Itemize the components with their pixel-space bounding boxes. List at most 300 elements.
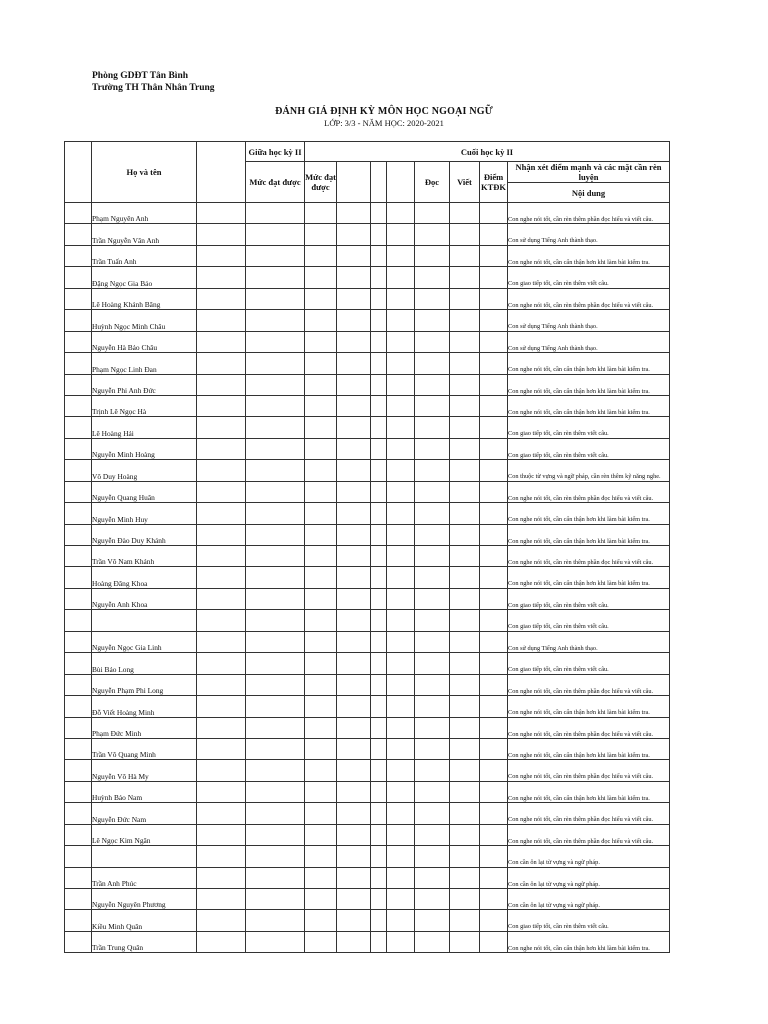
score-cell bbox=[371, 331, 387, 352]
index-cell bbox=[65, 803, 92, 824]
score-cell bbox=[387, 524, 415, 545]
score-cell bbox=[197, 374, 246, 395]
table-row bbox=[65, 460, 670, 481]
score-cell bbox=[480, 503, 508, 524]
score-cell bbox=[450, 503, 480, 524]
student-name: Trần Tuấn Anh bbox=[92, 245, 197, 266]
table-row bbox=[65, 696, 670, 717]
index-cell bbox=[65, 696, 92, 717]
score-cell bbox=[305, 931, 337, 952]
table-row bbox=[65, 674, 670, 695]
score-cell bbox=[197, 203, 246, 224]
score-cell bbox=[197, 588, 246, 609]
score-cell bbox=[337, 631, 371, 652]
score-cell bbox=[246, 567, 305, 588]
score-cell bbox=[246, 696, 305, 717]
score-cell bbox=[246, 524, 305, 545]
score-cell bbox=[337, 653, 371, 674]
student-name: Bùi Bảo Long bbox=[92, 653, 197, 674]
score-cell bbox=[480, 567, 508, 588]
score-cell bbox=[337, 288, 371, 309]
score-cell bbox=[415, 417, 450, 438]
score-cell bbox=[480, 438, 508, 459]
score-cell bbox=[387, 331, 415, 352]
score-cell bbox=[387, 760, 415, 781]
table-row bbox=[65, 824, 670, 845]
index-cell bbox=[65, 760, 92, 781]
index-cell bbox=[65, 460, 92, 481]
score-cell bbox=[450, 588, 480, 609]
score-cell bbox=[480, 203, 508, 224]
score-cell bbox=[337, 546, 371, 567]
comment-cell: Con nghe nói tốt, cần cẩn thận hơn khi làm bài kiểm tra. bbox=[508, 567, 670, 588]
student-name: Nguyễn Phạm Phi Long bbox=[92, 674, 197, 695]
score-cell bbox=[197, 567, 246, 588]
score-cell bbox=[197, 546, 246, 567]
table-row bbox=[65, 846, 670, 867]
school-name: Trường TH Thân Nhân Trung bbox=[92, 83, 215, 93]
score-cell bbox=[387, 846, 415, 867]
score-cell bbox=[480, 803, 508, 824]
score-cell bbox=[371, 417, 387, 438]
score-cell bbox=[387, 546, 415, 567]
page-subtitle: LỚP: 3/3 - NĂM HỌC: 2020-2021 bbox=[324, 118, 444, 128]
index-cell bbox=[65, 331, 92, 352]
score-cell bbox=[305, 288, 337, 309]
score-cell bbox=[387, 267, 415, 288]
score-cell bbox=[246, 910, 305, 931]
score-cell bbox=[415, 931, 450, 952]
score-cell bbox=[450, 910, 480, 931]
score-cell bbox=[450, 481, 480, 502]
table-row bbox=[65, 867, 670, 888]
score-cell bbox=[415, 717, 450, 738]
score-cell bbox=[337, 481, 371, 502]
score-cell bbox=[337, 846, 371, 867]
student-name: Trần Võ Quang Minh bbox=[92, 738, 197, 759]
score-cell bbox=[387, 803, 415, 824]
score-cell bbox=[480, 267, 508, 288]
index-cell bbox=[65, 224, 92, 245]
comment-cell: Con nghe nói tốt, cần cẩn thận hơn khi làm bài kiểm tra. bbox=[508, 353, 670, 374]
score-cell bbox=[246, 889, 305, 910]
writing-header: Viết bbox=[450, 162, 480, 203]
comment-cell: Con nghe nói tốt, cần rèn thêm phần đọc hiểu và viết câu. bbox=[508, 760, 670, 781]
final-header: Cuối học kỳ II bbox=[305, 142, 670, 162]
table-row bbox=[65, 781, 670, 802]
score-cell bbox=[337, 438, 371, 459]
score-cell bbox=[480, 481, 508, 502]
student-name: Phạm Đức Minh bbox=[92, 717, 197, 738]
table-row bbox=[65, 610, 670, 631]
comment-cell: Con giao tiếp tốt, cần rèn thêm viết câu. bbox=[508, 267, 670, 288]
comment-cell: Con giao tiếp tốt, cần rèn thêm viết câu. bbox=[508, 910, 670, 931]
score-cell bbox=[480, 546, 508, 567]
score-cell bbox=[197, 824, 246, 845]
score-cell bbox=[246, 867, 305, 888]
student-name: Đỗ Viết Hoàng Minh bbox=[92, 696, 197, 717]
score-cell bbox=[371, 395, 387, 416]
comment-cell: Con cần ôn lại từ vựng và ngữ pháp. bbox=[508, 846, 670, 867]
score-cell bbox=[415, 846, 450, 867]
student-name: Nguyễn Ngọc Gia Linh bbox=[92, 631, 197, 652]
student-name: Kiều Minh Quân bbox=[92, 910, 197, 931]
score-cell bbox=[337, 203, 371, 224]
score-cell bbox=[387, 867, 415, 888]
score-cell bbox=[337, 395, 371, 416]
score-cell bbox=[450, 374, 480, 395]
index-cell bbox=[65, 567, 92, 588]
score-cell bbox=[480, 781, 508, 802]
score-cell bbox=[415, 460, 450, 481]
score-cell bbox=[246, 353, 305, 374]
score-cell bbox=[305, 631, 337, 652]
comment-cell: Con nghe nói tốt, cần cẩn thận hơn khi làm bài kiểm tra. bbox=[508, 696, 670, 717]
score-cell bbox=[415, 674, 450, 695]
score-cell bbox=[450, 781, 480, 802]
score-cell bbox=[371, 310, 387, 331]
score-cell bbox=[246, 481, 305, 502]
score-cell bbox=[197, 288, 246, 309]
score-cell bbox=[415, 546, 450, 567]
comment-cell: Con nghe nói tốt, cần rèn thêm phần đọc hiểu và viết câu. bbox=[508, 824, 670, 845]
score-cell bbox=[450, 674, 480, 695]
score-cell bbox=[480, 610, 508, 631]
comment-cell: Con nghe nói tốt, cần cẩn thận hơn khi làm bài kiểm tra. bbox=[508, 931, 670, 952]
score-cell bbox=[305, 481, 337, 502]
student-name: Hoàng Đăng Khoa bbox=[92, 567, 197, 588]
score-cell bbox=[305, 546, 337, 567]
score-cell bbox=[387, 245, 415, 266]
student-name: Phạm Nguyên Anh bbox=[92, 203, 197, 224]
score-cell bbox=[337, 588, 371, 609]
page-title: ĐÁNH GIÁ ĐỊNH KỲ MÔN HỌC NGOẠI NGỮ bbox=[275, 106, 493, 117]
score-cell bbox=[415, 524, 450, 545]
score-cell bbox=[371, 267, 387, 288]
reading-header: Đọc bbox=[415, 162, 450, 203]
score-cell bbox=[480, 588, 508, 609]
score-cell bbox=[387, 931, 415, 952]
score-cell bbox=[371, 717, 387, 738]
score-cell bbox=[371, 889, 387, 910]
score-cell bbox=[480, 696, 508, 717]
score-cell bbox=[197, 867, 246, 888]
score-cell bbox=[480, 760, 508, 781]
student-name: Nguyễn Minh Huy bbox=[92, 503, 197, 524]
score-cell bbox=[415, 203, 450, 224]
score-cell bbox=[480, 631, 508, 652]
score-cell bbox=[305, 910, 337, 931]
score-cell bbox=[337, 781, 371, 802]
score-cell bbox=[337, 738, 371, 759]
index-cell bbox=[65, 889, 92, 910]
score-cell bbox=[246, 588, 305, 609]
score-cell bbox=[387, 610, 415, 631]
score-cell bbox=[197, 631, 246, 652]
student-name: Nguyễn Hà Bảo Châu bbox=[92, 331, 197, 352]
comment-cell: Con sử dụng Tiếng Anh thành thạo. bbox=[508, 331, 670, 352]
score-cell bbox=[450, 846, 480, 867]
table-row bbox=[65, 203, 670, 224]
score-cell bbox=[197, 417, 246, 438]
final-blank-header-1 bbox=[337, 162, 371, 203]
score-cell bbox=[415, 889, 450, 910]
score-cell bbox=[480, 653, 508, 674]
score-cell bbox=[305, 696, 337, 717]
score-cell bbox=[371, 824, 387, 845]
score-cell bbox=[387, 395, 415, 416]
score-cell bbox=[246, 546, 305, 567]
score-cell bbox=[246, 717, 305, 738]
comment-cell: Con nghe nói tốt, cần cẩn thận hơn khi làm bài kiểm tra. bbox=[508, 781, 670, 802]
table-row bbox=[65, 438, 670, 459]
score-cell bbox=[337, 374, 371, 395]
score-cell bbox=[450, 524, 480, 545]
score-cell bbox=[197, 910, 246, 931]
score-cell bbox=[387, 203, 415, 224]
score-cell bbox=[450, 546, 480, 567]
comment-cell: Con nghe nói tốt, cần rèn thêm phần đọc hiểu và viết câu. bbox=[508, 674, 670, 695]
score-cell bbox=[371, 524, 387, 545]
score-cell bbox=[337, 760, 371, 781]
comment-cell: Con nghe nói tốt, cần rèn thêm phần đọc hiểu và viết câu. bbox=[508, 546, 670, 567]
midterm-header: Giữa học kỳ II bbox=[246, 142, 305, 162]
comment-cell: Con nghe nói tốt, cần cẩn thận hơn khi làm bài kiểm tra. bbox=[508, 374, 670, 395]
score-cell bbox=[246, 331, 305, 352]
student-name: Lê Hoàng Khánh Băng bbox=[92, 288, 197, 309]
student-name: Trần Nguyễn Vân Anh bbox=[92, 224, 197, 245]
score-cell bbox=[415, 245, 450, 266]
score-cell bbox=[450, 331, 480, 352]
score-cell bbox=[246, 203, 305, 224]
score-cell bbox=[387, 374, 415, 395]
score-cell bbox=[415, 588, 450, 609]
score-cell bbox=[371, 931, 387, 952]
score-cell bbox=[450, 224, 480, 245]
score-cell bbox=[246, 310, 305, 331]
score-cell bbox=[450, 438, 480, 459]
table-row bbox=[65, 395, 670, 416]
score-cell bbox=[415, 224, 450, 245]
score-cell bbox=[415, 653, 450, 674]
table-row bbox=[65, 267, 670, 288]
table-row bbox=[65, 803, 670, 824]
score-cell bbox=[450, 824, 480, 845]
score-cell bbox=[371, 374, 387, 395]
comment-cell: Con cần ôn lại từ vựng và ngữ pháp. bbox=[508, 889, 670, 910]
table-row bbox=[65, 374, 670, 395]
score-header: Điểm KTĐK bbox=[480, 162, 508, 203]
score-cell bbox=[371, 631, 387, 652]
evaluation-table bbox=[64, 141, 670, 953]
score-cell bbox=[480, 674, 508, 695]
score-cell bbox=[337, 310, 371, 331]
comment-cell: Con giao tiếp tốt, cần rèn thêm viết câu. bbox=[508, 610, 670, 631]
score-cell bbox=[387, 224, 415, 245]
final-blank-header-3 bbox=[387, 162, 415, 203]
index-cell bbox=[65, 395, 92, 416]
student-name: Trần Anh Phúc bbox=[92, 867, 197, 888]
score-cell bbox=[305, 760, 337, 781]
comment-cell: Con nghe nói tốt, cần cẩn thận hơn khi làm bài kiểm tra. bbox=[508, 503, 670, 524]
score-cell bbox=[450, 567, 480, 588]
score-cell bbox=[371, 610, 387, 631]
student-name: Huỳnh Ngọc Minh Châu bbox=[92, 310, 197, 331]
score-cell bbox=[415, 310, 450, 331]
student-name: Nguyễn Phi Anh Đức bbox=[92, 374, 197, 395]
score-cell bbox=[197, 481, 246, 502]
score-cell bbox=[415, 395, 450, 416]
comment-cell: Con giao tiếp tốt, cần rèn thêm viết câu. bbox=[508, 588, 670, 609]
score-cell bbox=[371, 588, 387, 609]
index-cell bbox=[65, 588, 92, 609]
student-name: Lê Ngọc Kim Ngân bbox=[92, 824, 197, 845]
score-cell bbox=[305, 824, 337, 845]
score-cell bbox=[371, 867, 387, 888]
comment-cell: Con nghe nói tốt, cần cẩn thận hơn khi làm bài kiểm tra. bbox=[508, 738, 670, 759]
score-cell bbox=[387, 738, 415, 759]
name-header: Họ và tên bbox=[92, 142, 197, 203]
score-cell bbox=[387, 353, 415, 374]
score-cell bbox=[450, 353, 480, 374]
score-cell bbox=[305, 310, 337, 331]
comment-cell: Con sử dụng Tiếng Anh thành thạo. bbox=[508, 631, 670, 652]
score-cell bbox=[480, 374, 508, 395]
index-cell bbox=[65, 931, 92, 952]
table-row bbox=[65, 588, 670, 609]
score-cell bbox=[371, 781, 387, 802]
score-cell bbox=[305, 331, 337, 352]
score-cell bbox=[450, 610, 480, 631]
score-cell bbox=[305, 503, 337, 524]
score-cell bbox=[305, 353, 337, 374]
score-cell bbox=[246, 846, 305, 867]
score-cell bbox=[371, 438, 387, 459]
score-cell bbox=[415, 631, 450, 652]
score-cell bbox=[480, 910, 508, 931]
score-cell bbox=[337, 353, 371, 374]
score-cell bbox=[305, 610, 337, 631]
score-cell bbox=[197, 889, 246, 910]
score-cell bbox=[450, 760, 480, 781]
score-cell bbox=[450, 738, 480, 759]
comment-cell: Con nghe nói tốt, cần rèn thêm phần đọc hiểu và viết câu. bbox=[508, 288, 670, 309]
score-cell bbox=[415, 567, 450, 588]
table-row bbox=[65, 546, 670, 567]
comment-cell: Con nghe nói tốt, cần rèn thêm phần đọc hiểu và viết câu. bbox=[508, 803, 670, 824]
score-cell bbox=[387, 631, 415, 652]
score-cell bbox=[305, 245, 337, 266]
score-cell bbox=[371, 846, 387, 867]
score-cell bbox=[371, 224, 387, 245]
score-cell bbox=[387, 438, 415, 459]
score-cell bbox=[337, 224, 371, 245]
score-cell bbox=[371, 245, 387, 266]
comment-cell: Con thuộc từ vựng và ngữ pháp, cần rèn thêm kỹ năng nghe. bbox=[508, 460, 670, 481]
score-cell bbox=[415, 267, 450, 288]
score-cell bbox=[387, 653, 415, 674]
score-cell bbox=[387, 781, 415, 802]
score-cell bbox=[246, 824, 305, 845]
score-cell bbox=[480, 353, 508, 374]
score-cell bbox=[450, 717, 480, 738]
score-cell bbox=[450, 803, 480, 824]
score-cell bbox=[337, 803, 371, 824]
score-cell bbox=[197, 760, 246, 781]
score-cell bbox=[337, 931, 371, 952]
score-cell bbox=[371, 760, 387, 781]
score-cell bbox=[197, 781, 246, 802]
score-cell bbox=[415, 738, 450, 759]
score-cell bbox=[197, 931, 246, 952]
student-name: Nguyễn Đức Nam bbox=[92, 803, 197, 824]
score-cell bbox=[480, 395, 508, 416]
comment-cell: Con nghe nói tốt, cần rèn thêm phần đọc hiểu và viết câu. bbox=[508, 203, 670, 224]
score-cell bbox=[480, 717, 508, 738]
score-cell bbox=[371, 738, 387, 759]
student-name: Nguyễn Anh Khoa bbox=[92, 588, 197, 609]
score-cell bbox=[415, 910, 450, 931]
score-cell bbox=[415, 824, 450, 845]
score-cell bbox=[337, 889, 371, 910]
student-name: Huỳnh Bảo Nam bbox=[92, 781, 197, 802]
score-cell bbox=[246, 653, 305, 674]
score-cell bbox=[480, 245, 508, 266]
score-cell bbox=[305, 738, 337, 759]
score-cell bbox=[337, 417, 371, 438]
score-cell bbox=[450, 460, 480, 481]
comment-cell: Con nghe nói tốt, cần rèn thêm phần đọc hiểu và viết câu. bbox=[508, 717, 670, 738]
score-cell bbox=[337, 524, 371, 545]
score-cell bbox=[246, 417, 305, 438]
score-cell bbox=[337, 696, 371, 717]
comment-cell: Con sử dụng Tiếng Anh thành thạo. bbox=[508, 224, 670, 245]
score-cell bbox=[337, 503, 371, 524]
score-cell bbox=[387, 503, 415, 524]
score-cell bbox=[246, 610, 305, 631]
score-cell bbox=[305, 524, 337, 545]
score-cell bbox=[246, 760, 305, 781]
score-cell bbox=[305, 867, 337, 888]
student-name: Trần Trung Quân bbox=[92, 931, 197, 952]
score-cell bbox=[415, 696, 450, 717]
score-cell bbox=[337, 910, 371, 931]
score-cell bbox=[305, 653, 337, 674]
comment-cell: Con nghe nói tốt, cần cẩn thận hơn khi làm bài kiểm tra. bbox=[508, 524, 670, 545]
table-row bbox=[65, 931, 670, 952]
score-cell bbox=[480, 867, 508, 888]
index-cell bbox=[65, 738, 92, 759]
score-cell bbox=[450, 653, 480, 674]
index-cell bbox=[65, 846, 92, 867]
index-cell bbox=[65, 781, 92, 802]
score-cell bbox=[371, 503, 387, 524]
table-row bbox=[65, 567, 670, 588]
score-cell bbox=[480, 931, 508, 952]
index-cell bbox=[65, 610, 92, 631]
score-cell bbox=[197, 460, 246, 481]
score-cell bbox=[197, 353, 246, 374]
student-name: Võ Duy Hoàng bbox=[92, 460, 197, 481]
score-cell bbox=[387, 310, 415, 331]
score-cell bbox=[371, 546, 387, 567]
score-cell bbox=[305, 374, 337, 395]
table-row bbox=[65, 245, 670, 266]
student-name: Trần Võ Nam Khánh bbox=[92, 546, 197, 567]
score-cell bbox=[337, 460, 371, 481]
student-name: Trịnh Lê Ngọc Hà bbox=[92, 395, 197, 416]
index-cell bbox=[65, 824, 92, 845]
